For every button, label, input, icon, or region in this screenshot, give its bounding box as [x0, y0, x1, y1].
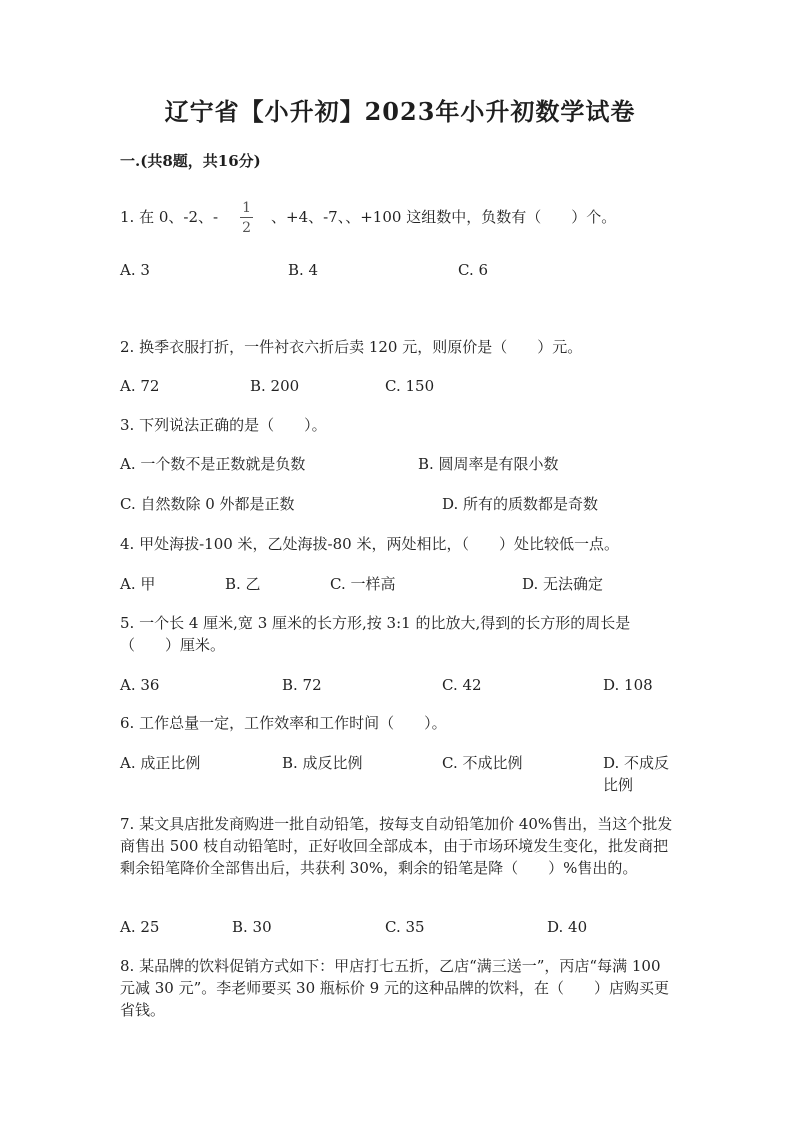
question-6-option-d: D. 不成反比例: [603, 754, 670, 794]
fraction-one-half: [240, 200, 253, 236]
section-heading: 一.(共8题，共16分): [120, 152, 261, 170]
question-5-option-a: A. 36: [120, 676, 160, 694]
question-7-option-d: D. 40: [547, 918, 588, 936]
question-2-stem: 2. 换季衣服打折，一件衬衣六折后卖 120 元，则原价是（ ）元。: [120, 338, 583, 356]
fraction-numerator: 1: [242, 200, 251, 216]
page-title: 辽宁省【小升初】2023年小升初数学试卷: [164, 97, 636, 126]
question-3-stem: 3. 下列说法正确的是（ ）。: [120, 416, 327, 434]
question-6-option-a: A. 成正比例: [120, 754, 201, 772]
question-2-option-c: C. 150: [385, 377, 435, 395]
question-1-stem-start: 1. 在 0、-2、-: [120, 208, 219, 226]
question-1: [120, 200, 616, 236]
question-4-option-c: C. 一样高: [330, 575, 396, 593]
question-6-stem: 6. 工作总量一定，工作效率和工作时间（ ）。: [120, 714, 447, 732]
question-7-stem: 7. 某文具店批发商购进一批自动铅笔，按每支自动铅笔加价 40%售出，当这个批发商售出 500 枝自动铅笔时，正好收回全部成本，由于市场环境发生变化，批发商把剩余铅笔降价全部售出后，共获利 30%，剩余的铅笔是降（ ）%售出的。: [120, 815, 673, 877]
question-4-stem: 4. 甲处海拔-100 米，乙处海拔-80 米，两处相比，（ ）处比较低一点。: [120, 535, 619, 553]
question-2-option-b: B. 200: [250, 377, 300, 395]
question-6-option-c: C. 不成比例: [442, 754, 523, 772]
question-3-option-b: B. 圆周率是有限小数: [418, 455, 559, 473]
question-5-option-d: D. 108: [603, 676, 653, 694]
question-7-option-b: B. 30: [232, 918, 272, 936]
fraction-denominator: 2: [242, 220, 251, 236]
question-5-option-c: C. 42: [442, 676, 482, 694]
question-5-option-b: B. 72: [282, 676, 322, 694]
question-4-option-a: A. 甲: [120, 575, 156, 593]
question-3-option-c: C. 自然数除 0 外都是正数: [120, 495, 295, 513]
question-5-stem: 5. 一个长 4 厘米,宽 3 厘米的长方形,按 3:1 的比放大,得到的长方形的周长是（ ）厘米。: [120, 614, 631, 654]
question-8-stem: 8. 某品牌的饮料促销方式如下：甲店打七五折，乙店“满三送一”，丙店“每满 100 元减 30 元”。李老师要买 30 瓶标价 9 元的这种品牌的饮料，在（ ）店购买更省钱。: [120, 957, 669, 1019]
question-3-option-d: D. 所有的质数都是奇数: [442, 495, 599, 513]
question-4-option-d: D. 无法确定: [522, 575, 604, 593]
question-7-option-c: C. 35: [385, 918, 425, 936]
question-1-stem-end: 、+4、-7、、+100 这组数中，负数有（ ）个。: [271, 208, 617, 226]
question-3-option-a: A. 一个数不是正数就是负数: [120, 455, 306, 473]
question-1-option-b: B. 4: [288, 261, 319, 279]
question-4-option-b: B. 乙: [225, 575, 261, 593]
question-1-option-c: C. 6: [458, 261, 489, 279]
question-2-option-a: A. 72: [120, 377, 160, 395]
question-7-option-a: A. 25: [120, 918, 160, 936]
question-6-option-b: B. 成反比例: [282, 754, 363, 772]
question-1-option-a: A. 3: [120, 261, 150, 279]
